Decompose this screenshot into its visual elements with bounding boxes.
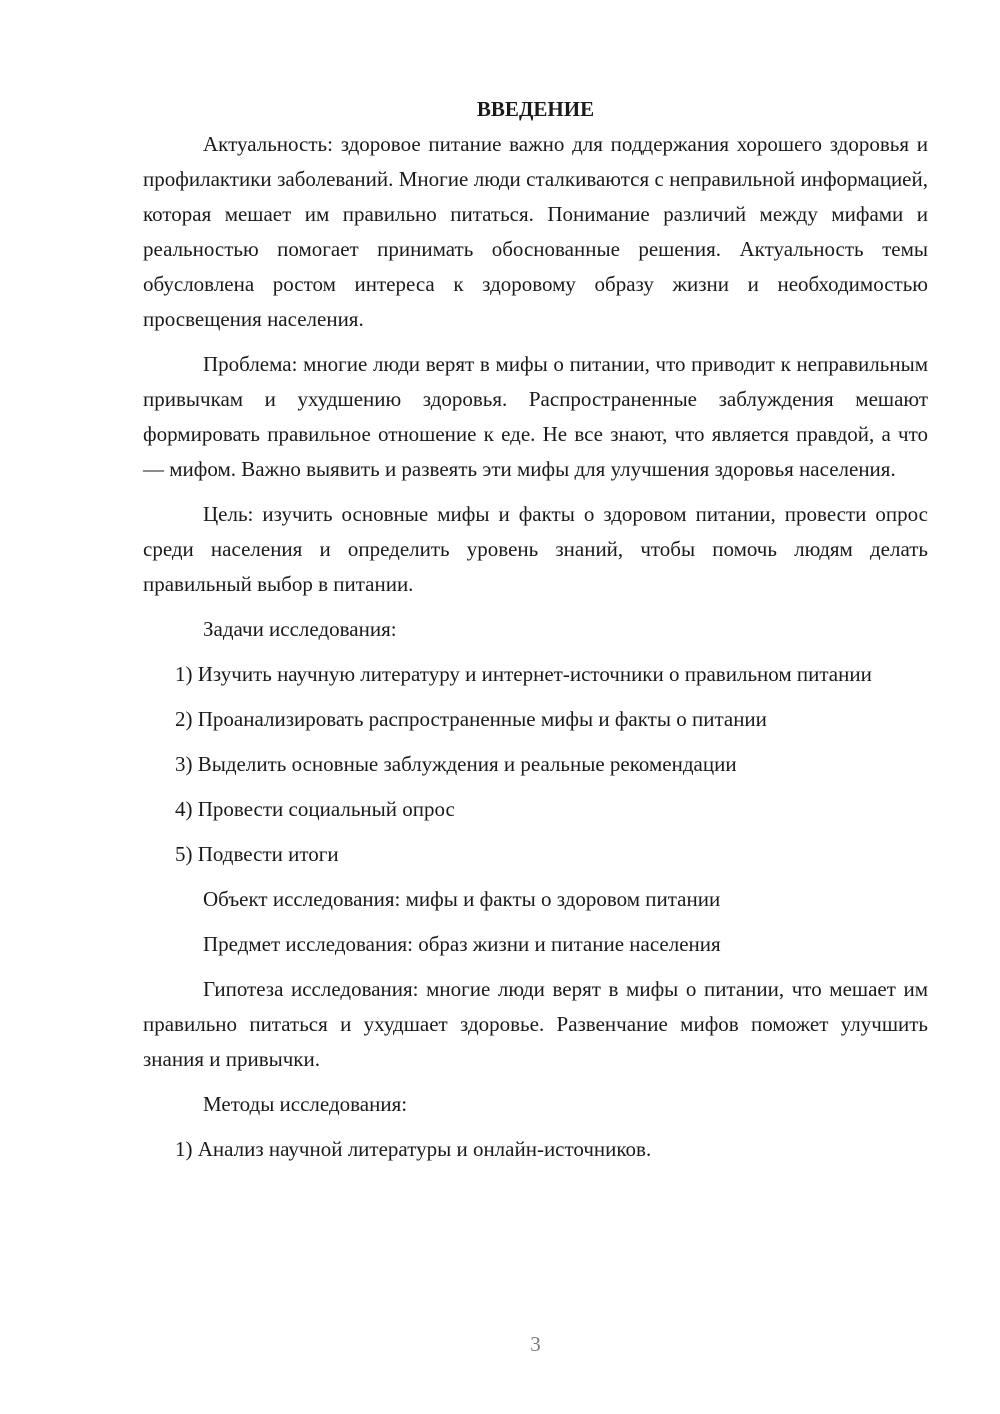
task-item: 2) Проанализировать распространенные мифы и факты о питании (175, 707, 767, 731)
tasks-heading: Задачи исследования: (203, 617, 397, 641)
task-item: 4) Провести социальный опрос (175, 797, 455, 821)
methods-heading: Методы исследования: (203, 1092, 408, 1116)
paragraph-hypothesis: Гипотеза исследования: многие люди верят в мифы о питании, что мешает им правильно питаться и ухудшает здоровье. Развенчание мифов поможет улучшить знания и привычки. (143, 977, 928, 1071)
page-number: 3 (530, 1332, 541, 1356)
task-item: 5) Подвести итоги (175, 842, 339, 866)
task-item: 1) Изучить научную литературу и интернет-источники о правильном питании (175, 662, 872, 686)
method-item: 1) Анализ научной литературы и онлайн-источников. (175, 1137, 652, 1161)
page-title: ВВЕДЕНИЕ (476, 97, 595, 121)
paragraph-problem: Проблема: многие люди верят в мифы о питании, что приводит к неправильным привычкам и ухудшению здоровья. Распространенные заблуждения мешают формировать правильное отношение к еде. Не все знают, что является правдой, а что — мифом. Важно выявить и развеять эти мифы для улучшения здоровья населения. (143, 352, 928, 481)
paragraph-goal: Цель: изучить основные мифы и факты о здоровом питании, провести опрос среди населения и определить уровень знаний, чтобы помочь людям делать правильный выбор в питании. (143, 502, 928, 596)
paragraph-relevance: Актуальность: здоровое питание важно для поддержания хорошего здоровья и профилактики заболеваний. Многие люди сталкиваются с неправильной информацией, которая мешает им правильно питаться. Понимание различий между мифами и реальностью помогает принимать обоснованные решения. Актуальность темы обусловлена ростом интереса к здоровому образу жизни и необходимостью просвещения населения. (143, 132, 928, 331)
task-item: 3) Выделить основные заблуждения и реальные рекомендации (175, 752, 737, 776)
document-page (143, 92, 928, 1177)
paragraph-subject: Предмет исследования: образ жизни и питание населения (203, 932, 721, 956)
paragraph-object: Объект исследования: мифы и факты о здоровом питании (203, 887, 721, 911)
